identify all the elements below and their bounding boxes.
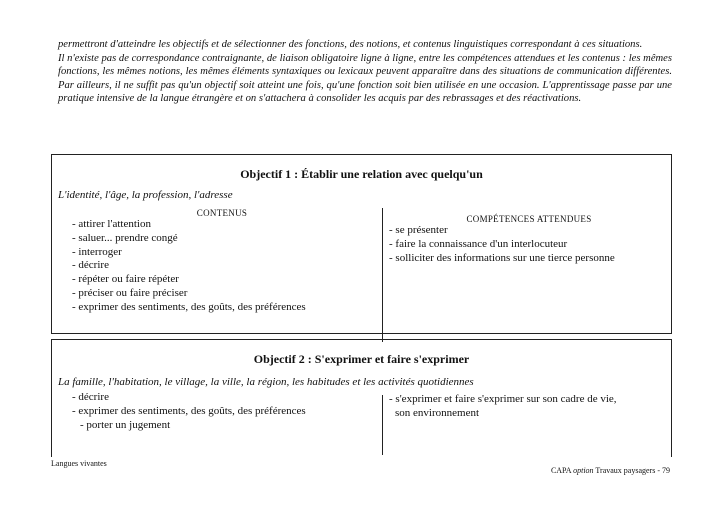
list-item: - solliciter des informations sur une tierce personne bbox=[389, 252, 669, 266]
list-item: - exprimer des sentiments, des goûts, des préférences bbox=[72, 301, 372, 315]
competences-continuation: son environnement bbox=[395, 406, 480, 419]
contenus-column bbox=[72, 208, 372, 315]
objectif-1-subtitle: L'identité, l'âge, la profession, l'adresse bbox=[58, 189, 233, 201]
footer-page: Travaux paysagers - 79 bbox=[595, 466, 670, 475]
objectif-2-box bbox=[51, 339, 672, 457]
list-item: - décrire bbox=[72, 391, 372, 405]
column-divider bbox=[382, 208, 383, 342]
competences-heading: COMPÉTENCES ATTENDUES bbox=[466, 214, 592, 224]
footer-capa: CAPA bbox=[550, 466, 572, 475]
contenus-list bbox=[72, 391, 372, 432]
list-item: - se présenter bbox=[389, 224, 669, 238]
intro-text bbox=[58, 38, 672, 106]
intro-paragraph-2: Il n'existe pas de correspondance contraignante, de liaison obligatoire ligne à ligne, entre les compétences attendues et les contenus : les mêmes fonctions, les mêmes notions, les mêmes éléments syntaxiques ou lexicaux peuvent apparaître dans des situations de communication différentes. Par ailleurs, il ne suffit pas qu'un objectif soit atteint une fois, qu'une fonction soit bien utilisée en une occasion. L'apprentissage passe par une pratique intensive de la langue étrangère et on s'attachera à consolider les acquis par des rebrassages et des réactivations. bbox=[58, 52, 672, 105]
intro-paragraph-1: permettront d'atteindre les objectifs et de sélectionner des fonctions, des notions, et contenus linguistiques correspondant à ces situations. bbox=[58, 39, 643, 50]
list-item: - s'exprimer et faire s'exprimer sur son cadre de vie, bbox=[389, 393, 669, 407]
footer-subject: Langues vivantes bbox=[51, 459, 107, 468]
list-item: - décrire bbox=[72, 259, 372, 273]
list-item: - exprimer des sentiments, des goûts, des préférences bbox=[72, 405, 372, 419]
footer-option: option bbox=[573, 466, 594, 475]
competences-list bbox=[389, 224, 669, 265]
contenus-list bbox=[72, 218, 372, 315]
list-item: - interroger bbox=[72, 246, 372, 260]
contenus-column bbox=[72, 391, 372, 432]
competences-list bbox=[389, 393, 669, 407]
list-item: - faire la connaissance d'un interlocuteur bbox=[389, 238, 669, 252]
contenus-heading: CONTENUS bbox=[196, 208, 248, 218]
objectif-1-title: Objectif 1 : Établir une relation avec quelqu'un bbox=[240, 167, 483, 181]
footer-page-info bbox=[551, 466, 670, 475]
list-item: - porter un jugement bbox=[72, 419, 372, 433]
list-item: - attirer l'attention bbox=[72, 218, 372, 232]
competences-column bbox=[389, 393, 669, 421]
list-item: - saluer... prendre congé bbox=[72, 232, 372, 246]
list-item: - préciser ou faire préciser bbox=[72, 287, 372, 301]
objectif-1-box bbox=[51, 154, 672, 334]
competences-column bbox=[389, 214, 669, 265]
objectif-2-subtitle: La famille, l'habitation, le village, la ville, la région, les habitudes et les activités quotidiennes bbox=[58, 376, 474, 388]
column-divider bbox=[382, 395, 383, 455]
objectif-2-title: Objectif 2 : S'exprimer et faire s'exprimer bbox=[253, 352, 470, 366]
list-item: - répéter ou faire répéter bbox=[72, 273, 372, 287]
